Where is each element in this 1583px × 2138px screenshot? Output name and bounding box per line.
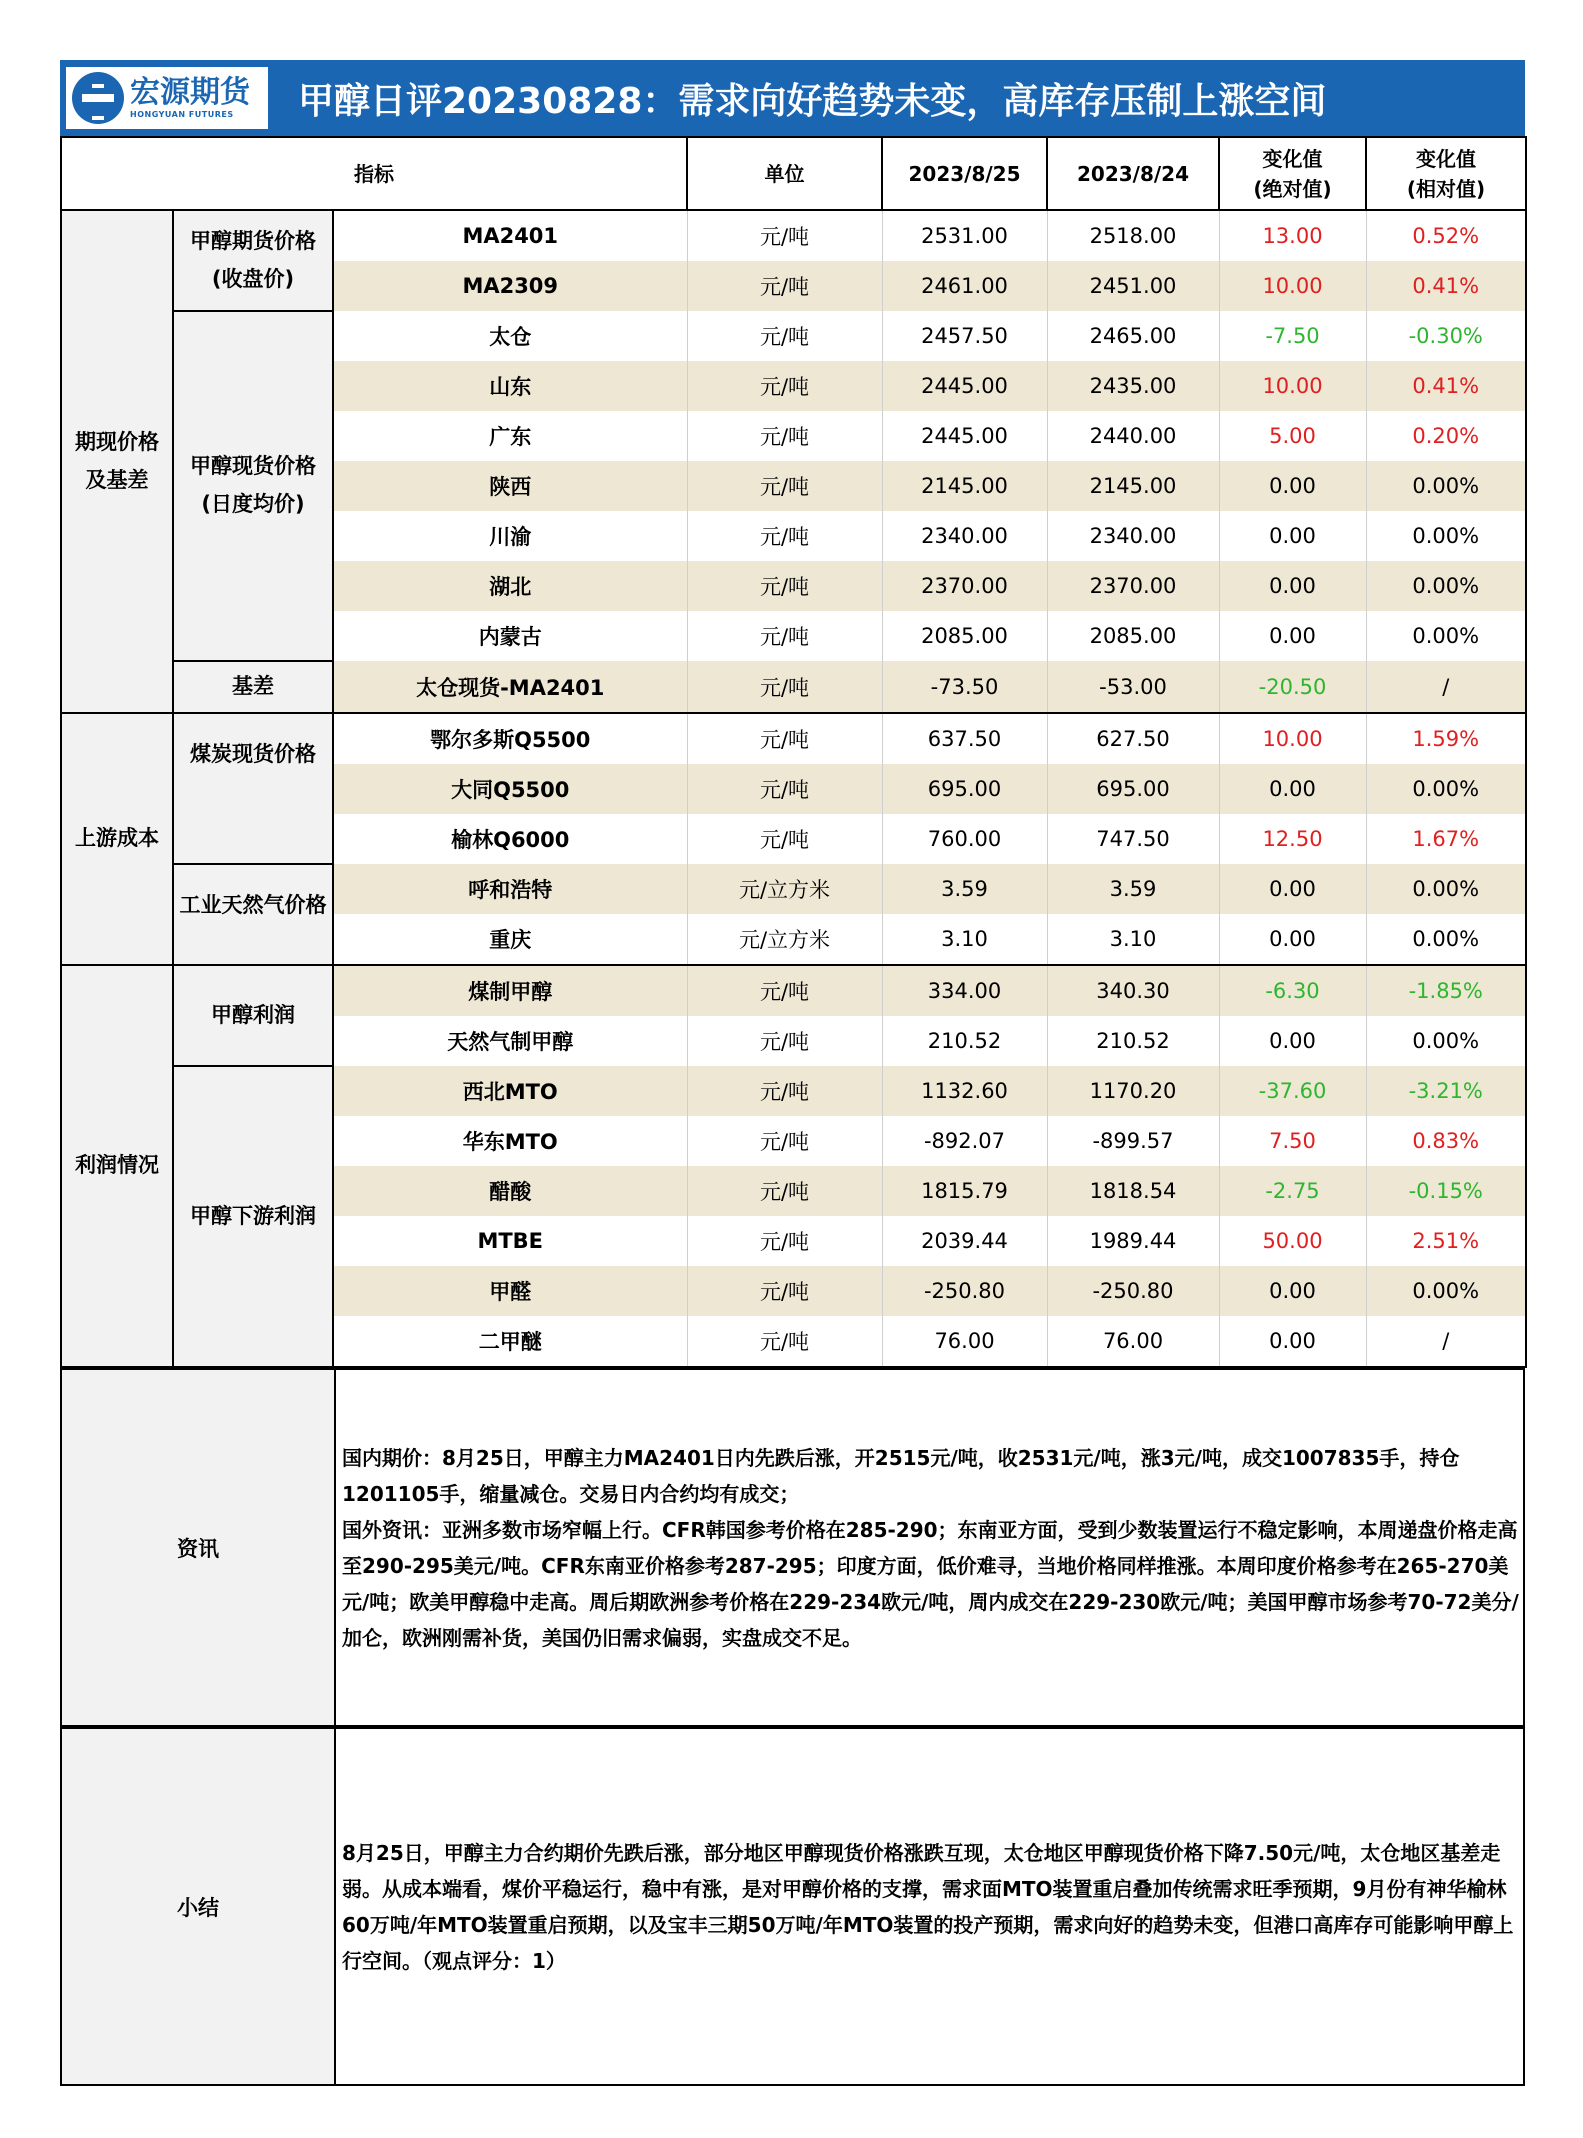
metric-cell: 内蒙古 <box>333 611 687 661</box>
subgroup-label: 甲醇期货价格 (收盘价) <box>173 210 333 311</box>
news-label: 资讯 <box>61 1369 335 1726</box>
subgroup-label: 煤炭现货价格 <box>173 713 333 864</box>
group-label: 上游成本 <box>61 713 173 965</box>
value-date1-cell: 1132.60 <box>882 1066 1047 1116</box>
summary-section <box>60 1727 1525 2086</box>
unit-cell: 元/吨 <box>687 411 882 461</box>
metric-cell: 川渝 <box>333 511 687 561</box>
value-date2-cell: 2085.00 <box>1047 611 1219 661</box>
unit-cell: 元/吨 <box>687 1266 882 1316</box>
value-date1-cell: 334.00 <box>882 965 1047 1016</box>
value-date1-cell: 2445.00 <box>882 361 1047 411</box>
value-date1-cell: 3.10 <box>882 914 1047 965</box>
abs-change-cell: 10.00 <box>1219 713 1366 764</box>
value-date2-cell: 3.59 <box>1047 864 1219 914</box>
unit-cell: 元/吨 <box>687 661 882 713</box>
report-sheet <box>60 60 1525 2086</box>
abs-change-cell: 12.50 <box>1219 814 1366 864</box>
news-section <box>60 1368 1525 1727</box>
value-date1-cell: 210.52 <box>882 1016 1047 1066</box>
value-date2-cell: 2451.00 <box>1047 261 1219 311</box>
value-date2-cell: 1989.44 <box>1047 1216 1219 1266</box>
metric-cell: 呼和浩特 <box>333 864 687 914</box>
rel-change-cell: 0.41% <box>1366 261 1526 311</box>
unit-cell: 元/吨 <box>687 1116 882 1166</box>
unit-cell: 元/吨 <box>687 311 882 361</box>
abs-change-cell: -6.30 <box>1219 965 1366 1016</box>
unit-cell: 元/立方米 <box>687 864 882 914</box>
value-date2-cell: 2440.00 <box>1047 411 1219 461</box>
abs-change-cell: 0.00 <box>1219 864 1366 914</box>
metric-cell: MTBE <box>333 1216 687 1266</box>
table-row <box>61 661 1526 713</box>
logo-text-cn: 宏源期货 <box>130 74 250 110</box>
rel-change-cell: 0.00% <box>1366 461 1526 511</box>
metric-cell: 太仓 <box>333 311 687 361</box>
group-label: 利润情况 <box>61 965 173 1367</box>
unit-cell: 元/吨 <box>687 361 882 411</box>
metric-cell: 大同Q5500 <box>333 764 687 814</box>
subgroup-label: 甲醇现货价格 (日度均价) <box>173 311 333 661</box>
value-date1-cell: -892.07 <box>882 1116 1047 1166</box>
rel-change-cell: 0.00% <box>1366 1266 1526 1316</box>
value-date1-cell: 2340.00 <box>882 511 1047 561</box>
value-date1-cell: -73.50 <box>882 661 1047 713</box>
abs-change-cell: 10.00 <box>1219 261 1366 311</box>
metric-cell: 榆林Q6000 <box>333 814 687 864</box>
abs-change-cell: 7.50 <box>1219 1116 1366 1166</box>
value-date2-cell: 747.50 <box>1047 814 1219 864</box>
news-text: 国内期价：8月25日，甲醇主力MA2401日内先跌后涨，开2515元/吨，收2531元/吨，涨3元/吨，成交1007835手，持仓1201105手，缩量减仓。交易日内合约均有成交； 国外资讯：亚洲多数市场窄幅上行。CFR韩国参考价格在285-290；东南亚方面，受到少数装置运行不稳定影响，本周递盘价格走高至290-295美元/吨。CFR东南亚价格参考287-295；印度方面，低价难寻，当地价格同样推涨。本周印度价格参考在265-270美元/吨；欧美甲醇稳中走高。周后期欧洲参考价格在229-234欧元/吨，周内成交在229-230欧元/吨；美国甲醇市场参考70-72美分/加仑，欧洲刚需补货，美国仍旧需求偏弱，实盘成交不足。 <box>335 1369 1524 1726</box>
group-label: 期现价格 及基差 <box>61 210 173 713</box>
metric-cell: 山东 <box>333 361 687 411</box>
rel-change-cell: 0.00% <box>1366 611 1526 661</box>
table-row <box>61 311 1526 361</box>
metric-cell: 醋酸 <box>333 1166 687 1216</box>
value-date2-cell: 2145.00 <box>1047 461 1219 511</box>
abs-change-cell: -7.50 <box>1219 311 1366 361</box>
rel-change-cell: 0.20% <box>1366 411 1526 461</box>
metric-cell: 煤制甲醇 <box>333 965 687 1016</box>
rel-change-cell: 2.51% <box>1366 1216 1526 1266</box>
abs-change-cell: 0.00 <box>1219 611 1366 661</box>
rel-change-cell: 0.52% <box>1366 210 1526 261</box>
abs-change-cell: 5.00 <box>1219 411 1366 461</box>
metric-cell: 广东 <box>333 411 687 461</box>
unit-cell: 元/吨 <box>687 561 882 611</box>
metric-cell: 湖北 <box>333 561 687 611</box>
value-date2-cell: 3.10 <box>1047 914 1219 965</box>
abs-change-cell: -37.60 <box>1219 1066 1366 1116</box>
company-logo <box>66 67 268 129</box>
unit-cell: 元/立方米 <box>687 914 882 965</box>
unit-cell: 元/吨 <box>687 261 882 311</box>
value-date2-cell: 1818.54 <box>1047 1166 1219 1216</box>
unit-cell: 元/吨 <box>687 1216 882 1266</box>
value-date1-cell: -250.80 <box>882 1266 1047 1316</box>
abs-change-cell: -2.75 <box>1219 1166 1366 1216</box>
logo-icon <box>72 72 124 124</box>
rel-change-cell: 0.00% <box>1366 511 1526 561</box>
rel-change-cell: 0.00% <box>1366 764 1526 814</box>
report-title: 甲醇日评20230828：需求向好趋势未变，高库存压制上涨空间 <box>298 80 1327 122</box>
metric-cell: 太仓现货-MA2401 <box>333 661 687 713</box>
abs-change-cell: 0.00 <box>1219 461 1366 511</box>
value-date1-cell: 2457.50 <box>882 311 1047 361</box>
value-date2-cell: 76.00 <box>1047 1316 1219 1367</box>
rel-change-cell: 0.41% <box>1366 361 1526 411</box>
value-date2-cell: 1170.20 <box>1047 1066 1219 1116</box>
value-date2-cell: 2465.00 <box>1047 311 1219 361</box>
value-date1-cell: 760.00 <box>882 814 1047 864</box>
metric-cell: 甲醛 <box>333 1266 687 1316</box>
metric-cell: 鄂尔多斯Q5500 <box>333 713 687 764</box>
subgroup-label: 工业天然气价格 <box>173 864 333 965</box>
metric-cell: 西北MTO <box>333 1066 687 1116</box>
value-date1-cell: 2461.00 <box>882 261 1047 311</box>
table-body <box>61 210 1526 1367</box>
value-date1-cell: 637.50 <box>882 713 1047 764</box>
value-date2-cell: 2370.00 <box>1047 561 1219 611</box>
col-header-rel-change: 变化值 (相对值) <box>1366 137 1526 210</box>
subgroup-label: 基差 <box>173 661 333 713</box>
col-header-unit: 单位 <box>687 137 882 210</box>
value-date1-cell: 2531.00 <box>882 210 1047 261</box>
metric-cell: 陕西 <box>333 461 687 511</box>
abs-change-cell: 13.00 <box>1219 210 1366 261</box>
value-date1-cell: 1815.79 <box>882 1166 1047 1216</box>
value-date2-cell: 2518.00 <box>1047 210 1219 261</box>
value-date1-cell: 2445.00 <box>882 411 1047 461</box>
rel-change-cell: 0.83% <box>1366 1116 1526 1166</box>
report-header <box>60 60 1525 136</box>
value-date2-cell: -53.00 <box>1047 661 1219 713</box>
value-date2-cell: 210.52 <box>1047 1016 1219 1066</box>
value-date2-cell: 2340.00 <box>1047 511 1219 561</box>
rel-change-cell: -0.30% <box>1366 311 1526 361</box>
summary-label: 小结 <box>61 1728 335 2085</box>
rel-change-cell: 0.00% <box>1366 914 1526 965</box>
rel-change-cell: -1.85% <box>1366 965 1526 1016</box>
abs-change-cell: 0.00 <box>1219 1266 1366 1316</box>
col-header-date2: 2023/8/24 <box>1047 137 1219 210</box>
value-date2-cell: 2435.00 <box>1047 361 1219 411</box>
abs-change-cell: 0.00 <box>1219 764 1366 814</box>
abs-change-cell: 0.00 <box>1219 511 1366 561</box>
metric-cell: MA2309 <box>333 261 687 311</box>
summary-text: 8月25日，甲醇主力合约期价先跌后涨，部分地区甲醇现货价格涨跌互现，太仓地区甲醇现货价格下降7.50元/吨，太仓地区基差走弱。从成本端看，煤价平稳运行，稳中有涨，是对甲醇价格的支撑，需求面MTO装置重启叠加传统需求旺季预期，9月份有神华榆林60万吨/年MTO装置重启预期，以及宝丰三期50万吨/年MTO装置的投产预期，需求向好的趋势未变，但港口高库存可能影响甲醇上行空间。（观点评分：1） <box>335 1728 1524 2085</box>
data-table <box>60 136 1527 1368</box>
table-row <box>61 965 1526 1016</box>
unit-cell: 元/吨 <box>687 611 882 661</box>
abs-change-cell: 50.00 <box>1219 1216 1366 1266</box>
rel-change-cell: 1.59% <box>1366 713 1526 764</box>
abs-change-cell: 0.00 <box>1219 1016 1366 1066</box>
value-date2-cell: -250.80 <box>1047 1266 1219 1316</box>
unit-cell: 元/吨 <box>687 1016 882 1066</box>
col-header-abs-change: 变化值 (绝对值) <box>1219 137 1366 210</box>
unit-cell: 元/吨 <box>687 461 882 511</box>
rel-change-cell: / <box>1366 661 1526 713</box>
table-row <box>61 713 1526 764</box>
value-date1-cell: 695.00 <box>882 764 1047 814</box>
value-date1-cell: 76.00 <box>882 1316 1047 1367</box>
metric-cell: 天然气制甲醇 <box>333 1016 687 1066</box>
subgroup-label: 甲醇利润 <box>173 965 333 1066</box>
rel-change-cell: / <box>1366 1316 1526 1367</box>
value-date2-cell: 340.30 <box>1047 965 1219 1016</box>
col-header-date1: 2023/8/25 <box>882 137 1047 210</box>
unit-cell: 元/吨 <box>687 764 882 814</box>
subgroup-label: 甲醇下游利润 <box>173 1066 333 1367</box>
unit-cell: 元/吨 <box>687 1066 882 1116</box>
metric-cell: 华东MTO <box>333 1116 687 1166</box>
abs-change-cell: -20.50 <box>1219 661 1366 713</box>
table-row <box>61 864 1526 914</box>
value-date2-cell: 695.00 <box>1047 764 1219 814</box>
rel-change-cell: -3.21% <box>1366 1066 1526 1116</box>
unit-cell: 元/吨 <box>687 814 882 864</box>
value-date1-cell: 2370.00 <box>882 561 1047 611</box>
rel-change-cell: 1.67% <box>1366 814 1526 864</box>
abs-change-cell: 0.00 <box>1219 561 1366 611</box>
value-date1-cell: 3.59 <box>882 864 1047 914</box>
value-date1-cell: 2039.44 <box>882 1216 1047 1266</box>
unit-cell: 元/吨 <box>687 1316 882 1367</box>
abs-change-cell: 0.00 <box>1219 1316 1366 1367</box>
value-date2-cell: -899.57 <box>1047 1116 1219 1166</box>
metric-cell: MA2401 <box>333 210 687 261</box>
rel-change-cell: 0.00% <box>1366 1016 1526 1066</box>
abs-change-cell: 10.00 <box>1219 361 1366 411</box>
abs-change-cell: 0.00 <box>1219 914 1366 965</box>
logo-text-en: HONGYUAN FUTURES <box>130 109 234 119</box>
value-date2-cell: 627.50 <box>1047 713 1219 764</box>
value-date1-cell: 2145.00 <box>882 461 1047 511</box>
unit-cell: 元/吨 <box>687 965 882 1016</box>
unit-cell: 元/吨 <box>687 1166 882 1216</box>
table-row <box>61 210 1526 261</box>
unit-cell: 元/吨 <box>687 210 882 261</box>
table-row <box>61 1066 1526 1116</box>
table-header-row <box>61 137 1526 210</box>
unit-cell: 元/吨 <box>687 511 882 561</box>
metric-cell: 重庆 <box>333 914 687 965</box>
value-date1-cell: 2085.00 <box>882 611 1047 661</box>
metric-cell: 二甲醚 <box>333 1316 687 1367</box>
rel-change-cell: 0.00% <box>1366 561 1526 611</box>
col-header-indicator: 指标 <box>61 137 687 210</box>
unit-cell: 元/吨 <box>687 713 882 764</box>
rel-change-cell: 0.00% <box>1366 864 1526 914</box>
rel-change-cell: -0.15% <box>1366 1166 1526 1216</box>
